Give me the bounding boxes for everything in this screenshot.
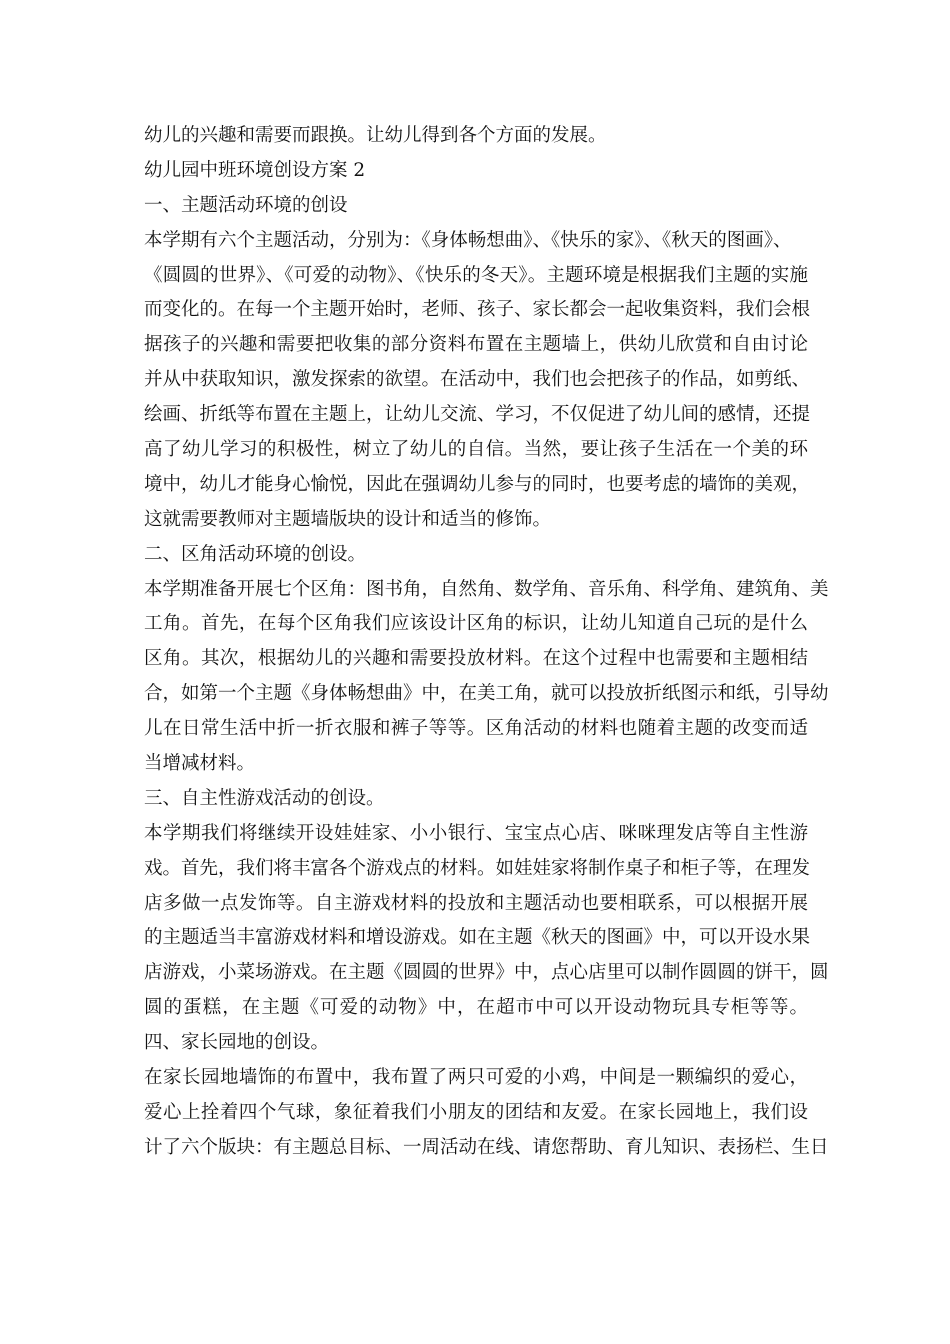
text-line: 《圆圆的世界》、《可爱的动物》、《快乐的冬天》。主题环境是根据我们主题的实施: [144, 264, 808, 286]
text-line: 高了幼儿学习的积极性，树立了幼儿的自信。当然，要让孩子生活在一个美的环: [144, 439, 808, 461]
text-line: 店多做一点发饰等。自主游戏材料的投放和主题活动也要相联系，可以根据开展: [144, 892, 808, 914]
text-line: 工角。首先，在每个区角我们应该设计区角的标识，让幼儿知道自己玩的是什么: [144, 613, 808, 635]
text-line: 区角。其次，根据幼儿的兴趣和需要投放材料。在这个过程中也需要和主题相结: [144, 648, 808, 670]
text-line: 的主题适当丰富游戏材料和增设游戏。如在主题《秋天的图画》中，可以开设水果: [144, 927, 811, 949]
text-line: 戏。首先，我们将丰富各个游戏点的材料。如娃娃家将制作桌子和柜子等，在理发: [144, 857, 811, 879]
text-line: 店游戏，小菜场游戏。在主题《圆圆的世界》中，点心店里可以制作圆圆的饼干，圆: [144, 962, 829, 984]
document-page: [144, 119, 829, 1166]
text-line: 境中，幼儿才能身心愉悦，因此在强调幼儿参与的同时，也要考虑的墙饰的美观，: [144, 473, 811, 495]
text-line: 本学期我们将继续开设娃娃家、小小银行、宝宝点心店、咪咪理发店等自主性游: [144, 822, 808, 844]
text-line: 爱心上拴着四个气球，象征着我们小朋友的团结和友爱。在家长园地上，我们设: [144, 1101, 808, 1123]
text-line: 二、区角活动环境的创设。: [144, 543, 367, 565]
text-line: 计了六个版块：有主题总目标、一周活动在线、请您帮助、育儿知识、表扬栏、生日: [144, 1136, 829, 1158]
text-line: 据孩子的兴趣和需要把收集的部分资料布置在主题墙上，供幼儿欣赏和自由讨论: [144, 334, 808, 356]
text-line: 三、自主性游戏活动的创设。: [144, 787, 385, 809]
text-line: 这就需要教师对主题墙版块的设计和适当的修饰。: [144, 508, 552, 530]
text-line: 一、主题活动环境的创设: [144, 194, 348, 216]
text-line: 在家长园地墙饰的布置中，我布置了两只可爱的小鸡，中间是一颗编织的爱心，: [144, 1067, 808, 1089]
text-line: 合，如第一个主题《身体畅想曲》中，在美工角，就可以投放折纸图示和纸，引导幼: [144, 683, 829, 705]
text-line: 儿在日常生活中折一折衣服和裤子等等。区角活动的材料也随着主题的改变而适: [144, 718, 808, 740]
text-line: 并从中获取知识，激发探索的欲望。在活动中，我们也会把孩子的作品，如剪纸、: [144, 369, 811, 391]
text-line: 绘画、折纸等布置在主题上，让幼儿交流、学习，不仅促进了幼儿间的感情，还提: [144, 404, 811, 426]
text-line: 圆的蛋糕，在主题《可爱的动物》中，在超市中可以开设动物玩具专柜等等。: [144, 997, 808, 1019]
text-line: 幼儿的兴趣和需要而跟换。让幼儿得到各个方面的发展。: [144, 125, 607, 146]
text-line: 本学期有六个主题活动，分别为：《身体畅想曲》、《快乐的家》、《秋天的图画》、: [144, 229, 792, 251]
text-line: 而变化的。在每一个主题开始时，老师、孩子、家长都会一起收集资料，我们会根: [144, 299, 811, 321]
text-line: 四、家长园地的创设。: [144, 1032, 330, 1054]
text-line: 幼儿园中班环境创设方案 2: [144, 159, 366, 181]
text-line: 本学期准备开展七个区角：图书角，自然角、数学角、音乐角、科学角、建筑角、美: [144, 578, 829, 600]
text-line: 当增减材料。: [144, 753, 256, 775]
